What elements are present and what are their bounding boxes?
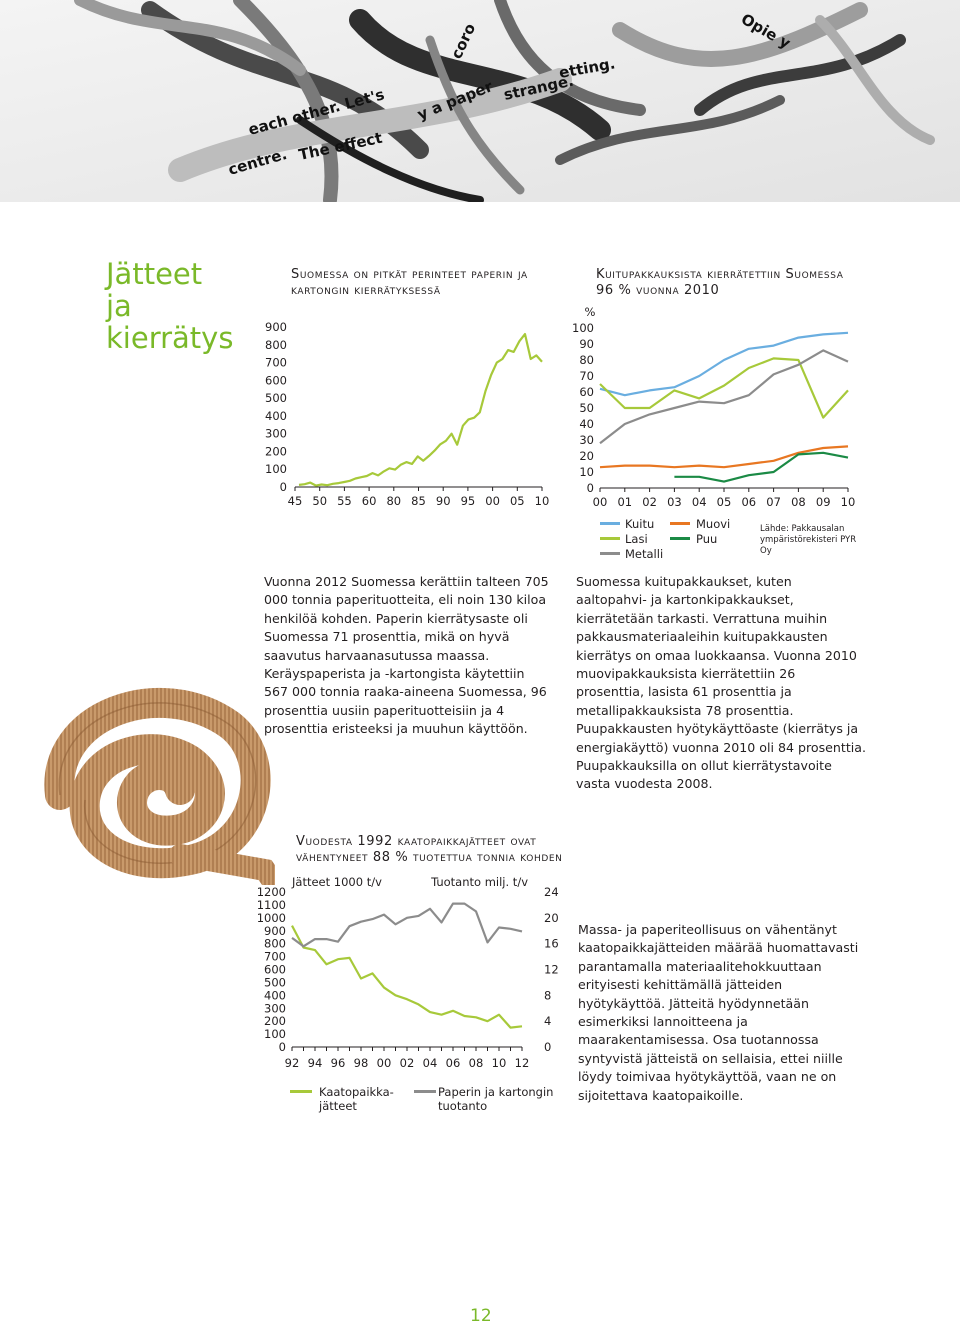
chart2-ytick-label: 40 [579,417,594,431]
chart3-ytick-right-label: 4 [544,1014,552,1029]
chart2-ytick-label: 90 [579,337,594,351]
chart1-xtick-label: 55 [337,494,352,508]
chart3-ytick-left-label: 500 [264,975,286,990]
chart2-xtick-label: 00 [592,495,608,509]
chart3-ytick-right-label: 12 [544,962,559,977]
legend-label-production-line1: Paperin ja kartongin [438,1085,554,1099]
chart3-ytick-left-label: 700 [264,949,286,964]
chart2-ytick-label: 0 [586,481,594,495]
legend-swatch-landfill [290,1090,312,1093]
photo-text: Opie y [738,9,794,53]
chart1-xtick-label: 10 [534,494,550,508]
body-text-paper-recovery: Vuonna 2012 Suomessa kerättiin talteen 705 000 tonnia paperituotteita, eli noin 130 kiloa henkilöä kohden. Paperin kierrätysaste oli Suomessa 71 prosenttia, mikä on hyvä saavutus harvaanasutussa maassa. Keräyspaperista ja -kartongista käytettiin 567 000 tonnia raaka-aineena Suomessa, 96 prosenttia uusiin paperituotteisiin ja 4 prosenttia eristeeksi ja muuhun käyttöön. [264,574,549,737]
legend-swatch-kuitu [600,522,620,525]
chart1-ytick-label: 400 [265,408,287,423]
chart3-landfill-waste [250,872,560,1082]
chart2-packaging-recycling [570,300,870,515]
chart2-xtick-label: 10 [840,495,856,509]
legend-swatch-metalli [600,552,620,555]
section-title-line2: ja kierrätys [106,289,234,355]
chart2-y-unit-label: % [584,305,596,319]
legend-label-metalli: Metalli [625,547,664,561]
legend-label-production-line2: tuotanto [438,1099,488,1113]
chart3-xtick-label: 96 [330,1056,346,1070]
chart3-right-axis-label: Tuotanto milj. t/v [431,875,528,889]
chart1-xtick-label: 60 [361,494,377,508]
photo-text: each other. Let's [246,85,387,139]
chart3-ytick-right-label: 16 [544,936,559,951]
legend-label-landfill [319,1085,394,1113]
chart3-legend [290,1083,570,1123]
chart2-xtick-label: 08 [791,495,806,509]
chart1-ytick-label: 100 [265,462,287,477]
legend-label-puu: Puu [696,532,718,546]
photo-text: strange. [502,71,576,104]
chart1-title-line1: Suomessa on pitkät perinteet paperin ja [291,267,528,282]
photo-text: etting. [557,54,617,82]
body-text-packaging: Suomessa kuitupakkaukset, kuten aaltopahvi- ja kartonkipakkaukset, kierrätetään tarkasti. Verrattuna muihin pakkausmateriaaleihin kuitupakkausten kierrätys on omaa luokkaansa. Vuonna 2010 muovipakkauksista kierrätettiin 26 prosenttia, lasista 61 prosenttia ja metallipakkauksista 78 prosenttia. Puupakkausten hyötykäyttöaste (kierrätys ja energiakäyttö) vuonna 2010 oli 84 prosenttia. Puupakkauksilla on ollut kierrätystavoite vasta vuodesta 2008. [576,574,866,792]
chart1-ytick-label: 600 [265,373,287,388]
chart1-title [291,267,561,299]
chart2-ytick-label: 30 [579,433,594,447]
chart2-xtick-label: 01 [617,495,633,509]
chart3-ytick-right-label: 24 [544,885,559,899]
chart2-xtick-label: 06 [741,495,757,509]
chart3-ytick-left-label: 1100 [256,897,286,912]
chart1-xtick-label: 85 [411,494,426,508]
legend-label-landfill-line2: jätteet [319,1099,357,1113]
chart3-ytick-left-label: 800 [264,936,286,951]
chart2-ytick-label: 70 [579,369,594,383]
chart2-series-line-muovi [600,446,848,467]
photo-text: coro [447,20,480,62]
chart1-xtick-label: 05 [509,494,525,508]
section-title-line1: Jätteet [106,257,203,291]
photo-text: centre. [226,144,289,179]
chart1-ytick-label: 200 [265,444,287,459]
chart1-xtick-label: 90 [435,494,451,508]
chart3-ytick-left-label: 0 [278,1040,286,1054]
chart1-ytick-label: 300 [265,426,287,441]
photo-text: y a paper [414,77,496,124]
chart1-ytick-label: 800 [265,337,287,352]
chart3-ytick-left-label: 600 [264,962,286,977]
corrugated-cardboard-roll-image [40,675,275,885]
chart1-xtick-label: 50 [312,494,328,508]
legend-label-lasi: Lasi [625,532,648,546]
chart3-ytick-left-label: 400 [264,988,286,1003]
chart2-xtick-label: 09 [815,495,831,509]
chart1-ytick-label: 500 [265,391,287,406]
chart1-ytick-label: 0 [279,480,287,494]
legend-swatch-muovi [670,522,690,525]
legend-swatch-lasi [600,537,620,540]
chart1-title-line2: kartongin kierrätyksessä [291,283,441,298]
chart2-xtick-label: 04 [691,495,707,509]
page-number: 12 [470,1306,492,1326]
chart2-ytick-label: 10 [579,465,594,479]
chart2-ytick-label: 50 [579,401,594,415]
chart2-series-line-lasi [600,358,848,417]
chart3-xtick-label: 06 [445,1056,461,1070]
body-text-landfill: Massa- ja paperiteollisuus on vähentänyt kaatopaikkajätteiden määrää huomattavasti parantamalla materiaalitehokkuuttaan erityisesti kehittämällä jätteiden hyötykäyttöä. Jätteitä hyödynnetään esimerkiksi lannoitteena ja maarakentamisessa. Osa tuotannossa syntyvistä jätteistä on sellaisia, ettei niille löydy toimivaa hyötykäyttöä, vaan ne on sijoitettava kaatopaikoille. [578,922,859,1103]
chart1-xtick-label: 00 [485,494,500,508]
chart3-ytick-left-label: 1200 [256,885,286,899]
chart1-xtick-label: 95 [460,494,476,508]
chart3-ytick-left-label: 100 [264,1027,286,1042]
chart3-xtick-label: 02 [399,1056,415,1070]
hero-photo-paper-strips [0,0,960,202]
chart3-title [296,834,586,866]
chart3-xtick-label: 10 [491,1056,507,1070]
chart3-xtick-label: 12 [514,1056,530,1070]
chart3-ytick-right-label: 0 [544,1040,552,1054]
legend-swatch-production [414,1090,436,1093]
chart3-title-line1: Vuodesta 1992 kaatopaikkajätteet ovat [296,834,537,849]
chart3-series-line-production [292,904,522,947]
chart2-source-note: Lähde: Pakkausalan ympäristörekisteri PYR Oy [760,524,857,556]
chart2-title [596,267,896,299]
chart2-ytick-label: 80 [579,353,594,367]
chart2-ytick-label: 20 [579,449,594,463]
chart3-xtick-label: 04 [422,1056,438,1070]
chart3-ytick-left-label: 900 [264,923,286,938]
chart3-ytick-right-label: 8 [544,988,552,1003]
chart1-xtick-label: 45 [287,494,303,508]
chart3-ytick-left-label: 200 [264,1014,286,1029]
chart2-title-line2: 96 % vuonna 2010 [596,283,720,298]
legend-label-landfill-line1: Kaatopaikka- [319,1085,394,1099]
chart3-ytick-left-label: 300 [264,1001,286,1016]
chart2-xtick-label: 03 [667,495,682,509]
chart3-xtick-label: 98 [353,1056,369,1070]
legend-label-kuitu: Kuitu [625,517,655,531]
chart3-xtick-label: 00 [376,1056,392,1070]
chart3-xtick-label: 92 [284,1056,300,1070]
chart1-series-line [299,334,542,486]
chart1-ytick-label: 900 [265,320,287,334]
chart2-xtick-label: 07 [766,495,781,509]
chart2-series-line-metalli [600,350,848,443]
chart1-paper-recovery [255,315,555,515]
photo-text: The effect [297,128,384,164]
chart3-left-axis-label: Jätteet 1000 t/v [292,875,382,889]
legend-label-production [438,1085,553,1113]
chart3-title-line2: vähentyneet 88 % tuotettua tonnia kohden [296,850,563,865]
chart2-title-line1: Kuitupakkauksista kierrätettiin Suomessa [596,267,844,282]
chart1-xtick-label: 80 [386,494,402,508]
section-title [106,258,266,354]
chart2-ytick-label: 60 [579,385,594,399]
chart1-ytick-label: 700 [265,355,287,370]
legend-label-muovi: Muovi [696,517,731,531]
legend-swatch-puu [670,537,690,540]
chart3-xtick-label: 94 [307,1056,323,1070]
chart3-ytick-left-label: 1000 [256,910,286,925]
chart2-ytick-label: 100 [572,321,594,335]
chart2-xtick-label: 02 [642,495,657,509]
chart2-series-line-puu [674,453,848,482]
chart3-xtick-label: 08 [468,1056,484,1070]
chart3-ytick-right-label: 20 [544,910,559,925]
chart2-xtick-label: 05 [716,495,732,509]
